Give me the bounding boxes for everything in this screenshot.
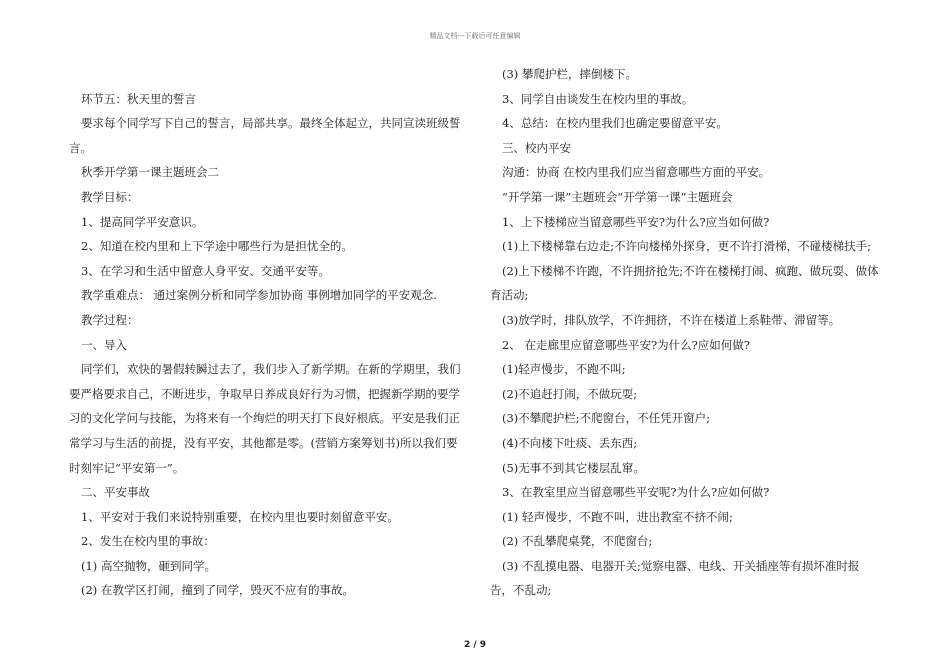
paragraph: 2、知道在校内里和上下学途中哪些行为是担忧全的。 [81,239,353,254]
paragraph: (1) 轻声慢步，不跑不叫，进出教室不挤不闹; [502,509,733,524]
paragraph: (2)不追赶打闹，不做玩耍; [502,386,638,401]
paragraph: (2) 不乱攀爬桌凳，不爬窗台; [502,534,653,549]
paragraph: 同学们，欢快的暑假转瞬过去了，我们步入了新学期。在新的学期里，我们要严格要求自己，不断进步，争取早日养成良好行为习惯，把握新学期的要学习的文化学问与技能，为将来有一个绚烂的明天打下良好根底。平安是我们正常学习与生活的前提，没有平安，其他都是零。(营销方案筹划书)所以我们要时刻牢记“平安第一”。 [69,362,461,475]
paragraph: (1) 高空抛物，砸到同学。 [81,558,216,573]
page-header: 精品文档---下载后可任意编辑 [429,32,521,40]
paragraph: 要求每个同学写下自己的誓言，局部共享。最终全体起立，共同宣读班级誓言。 [69,116,461,155]
paragraph [69,62,461,87]
paragraph: 1、平安对于我们来说特别重要，在校内里也要时刻留意平安。 [81,509,399,524]
paragraph: 1、提高同学平安意识。 [81,214,204,229]
paragraph: (3) 不乱摸电器、电器开关;觉察电器、电线、开关插座等有损坏准时报告，不乱动; [490,558,860,598]
paragraph: 1、上下楼梯应当留意哪些平安?为什么?应当如何做? [502,214,770,229]
paragraph: 环节五：秋天里的誓言 [81,91,196,106]
paragraph: 秋季开学第一课主题班会二 [81,165,219,180]
left-column [69,62,461,603]
paragraph: (3)放学时，排队放学，不许拥挤，不许在楼道上系鞋带、滞留等。 [502,312,841,327]
paragraph: (1)轻声慢步，不跑不叫; [502,362,626,377]
paragraph: (1)上下楼梯靠右边走;不许向楼梯外探身，更不许打滑梯，不碰楼梯扶手; [502,239,872,254]
paragraph: (4)不向楼下吐痰、丢东西; [502,435,638,450]
paragraph: (2) 在教学区打闹，撞到了同学，毁灭不应有的事故。 [81,583,354,598]
paragraph: (2)上下楼梯不许跑，不许拥挤抢先;不许在楼梯打闹、疯跑、做玩耍、做体育活动; [490,263,879,303]
paragraph: (3) 攀爬护栏，摔倒楼下。 [502,67,637,81]
paragraph: 3、在学习和生活中留意人身平安、交通平安等。 [81,263,330,278]
paragraph: 三、校内平安 [502,140,571,155]
right-column [490,62,882,603]
paragraph: 2、 在走廊里应留意哪些平安?为什么?应如何做? [502,337,750,352]
paragraph: 二、平安事故 [81,485,150,500]
paragraph: 4、总结：在校内里我们也确定要留意平安。 [502,116,728,131]
paragraph: (3)不攀爬护栏;不爬窗台，不任凭开窗户; [502,411,711,426]
paragraph: 3、同学自由谈发生在校内里的事故。 [502,91,694,106]
paragraph: 教学过程： [81,312,139,327]
paragraph: 一、导入 [81,337,127,352]
paragraph: 2、发生在校内里的事故： [81,534,215,549]
paragraph: 教学目标： [81,189,139,204]
paragraph: “开学第一课”主题班会“开学第一课”主题班会 [502,189,733,204]
page-number: 2 / 9 [463,640,487,650]
paragraph: 教学重难点： 通过案例分析和同学参加协商 事例增加同学的平安观念. [81,288,437,303]
paragraph: (5)无事不到其它楼层乱窜。 [502,460,645,475]
paragraph: 3、在教室里应当留意哪些平安呢?为什么?应如何做? [502,485,770,500]
paragraph: 沟通：协商 在校内里我们应当留意哪些方面的平安。 [502,165,771,180]
